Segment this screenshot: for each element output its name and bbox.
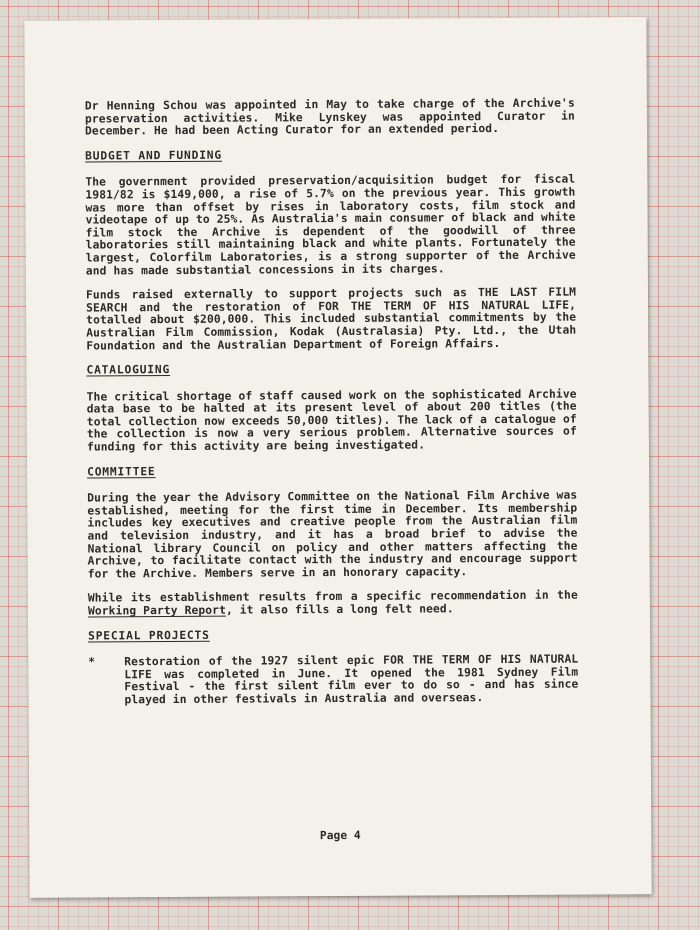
- budget-heading: BUDGET AND FUNDING: [85, 148, 223, 163]
- document-page: [24, 17, 651, 898]
- committee-p2-text-before: While its establishment results from a specific recommendation in the: [87, 588, 578, 605]
- committee-paragraph-1: During the year the Advisory Committee on the National Film Archive was established, meeting for the first time in December. Its membership includes key executives and creative people from the Australian film and television industry, and it has a broad brief to advise the National library Council on policy and other matters affecting the Archive, to facilitate contact with the industry and encourage support for the Archive. Members serve in an honorary capacity.: [87, 488, 578, 581]
- committee-paragraph-2: [88, 590, 578, 618]
- working-party-report-title: Working Party Report: [87, 603, 227, 618]
- page-content: [85, 98, 579, 708]
- cataloguing-paragraph: The critical shortage of staff caused work on the sophisticated Archive data base to be halted at its present level of about 200 titles (the total collection now exceeds 50,000 titles). The lack of a catalogue of the collection is now a very serious problem. Alternative sources of funding for this activity are being investigated.: [86, 387, 577, 454]
- bullet-marker: *: [88, 655, 96, 669]
- special-projects-heading: SPECIAL PROJECTS: [88, 628, 210, 643]
- committee-p2-text-after: , it also fills a long felt need.: [225, 602, 454, 617]
- budget-paragraph-2: Funds raised externally to support projects such as THE LAST FILM SEARCH and the restoration of FOR THE TERM OF HIS NATURAL LIFE, totalled about $200,000. This included substantial commitments by the Australian Film Commission, Kodak (Australasia) Pty. Ltd., the Utah Foundation and the Australian Department of Foreign Affairs.: [85, 285, 577, 353]
- budget-paragraph-1: The government provided preservation/acquisition budget for fiscal 1981/82 is $149,000, a rise of 5.7% on the previous year. This growth was more than offset by rises in laboratory costs, film stock and videotape of up to 25%. As Australia's main consumer of black and white film stock the Archive is dependent of the goodwill of three laboratories still maintaining black and white plants. Fortunately the largest, Colorfilm Laboratories, is a strong supporter of the Archive and has made substantial concessions in its charges.: [85, 172, 576, 278]
- intro-paragraph: Dr Henning Schou was appointed in May to take charge of the Archive's preservation activities. Mike Lynskey was appointed Curator in December. He had been Acting Curator for an extended period.: [84, 96, 575, 138]
- special-projects-bullet-item: [88, 654, 578, 707]
- page-number: Page 4: [319, 828, 361, 843]
- committee-heading: COMMITTEE: [87, 464, 156, 479]
- cataloguing-heading: CATALOGUING: [86, 363, 171, 377]
- special-projects-bullet-text: Restoration of the 1927 silent epic FOR THE TERM OF HIS NATURAL LIFE was completed in June. It opened the 1981 Sydney Film Festival - the first silent film ever to do so - and has since played in other festivals in Australia and overseas.: [124, 652, 579, 707]
